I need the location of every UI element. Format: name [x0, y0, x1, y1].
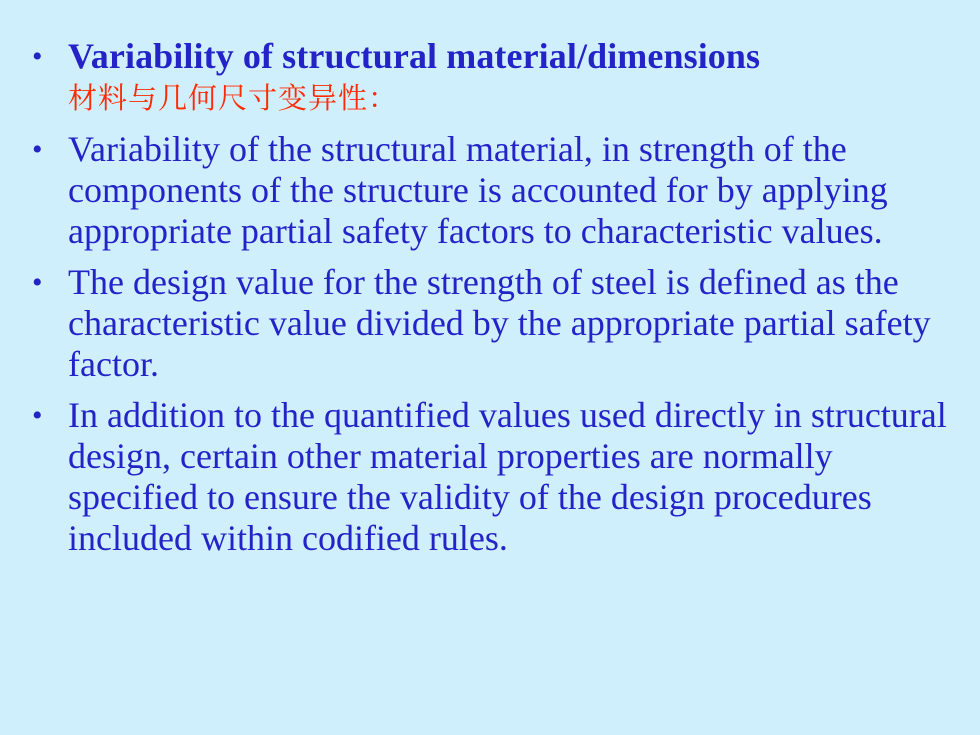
bullet-point-2 — [0, 262, 980, 385]
bullet-heading — [0, 36, 980, 119]
heading-title: Variability of structural material/dimensions — [68, 36, 761, 76]
bullet-point-1 — [0, 129, 980, 252]
point-text: The design value for the strength of steel is defined as the characteristic value divided by the appropriate partial safety factor. — [68, 262, 931, 384]
bullet-dot-icon: • — [32, 133, 43, 166]
bullet-dot-icon: • — [32, 399, 43, 432]
bullet-dot-icon: • — [32, 266, 43, 299]
point-text: In addition to the quantified values used directly in structural design, certain other material properties are normally specified to ensure the validity of the design procedures included within codified rules. — [68, 395, 947, 558]
bullet-point-3 — [0, 395, 980, 559]
bullet-dot-icon: • — [32, 40, 43, 73]
point-text: Variability of the structural material, in strength of the components of the structure is accounted for by applying appropriate partial safety factors to characteristic values. — [68, 129, 888, 251]
heading-subtitle: 材料与几何尺寸变异性： — [68, 81, 399, 115]
